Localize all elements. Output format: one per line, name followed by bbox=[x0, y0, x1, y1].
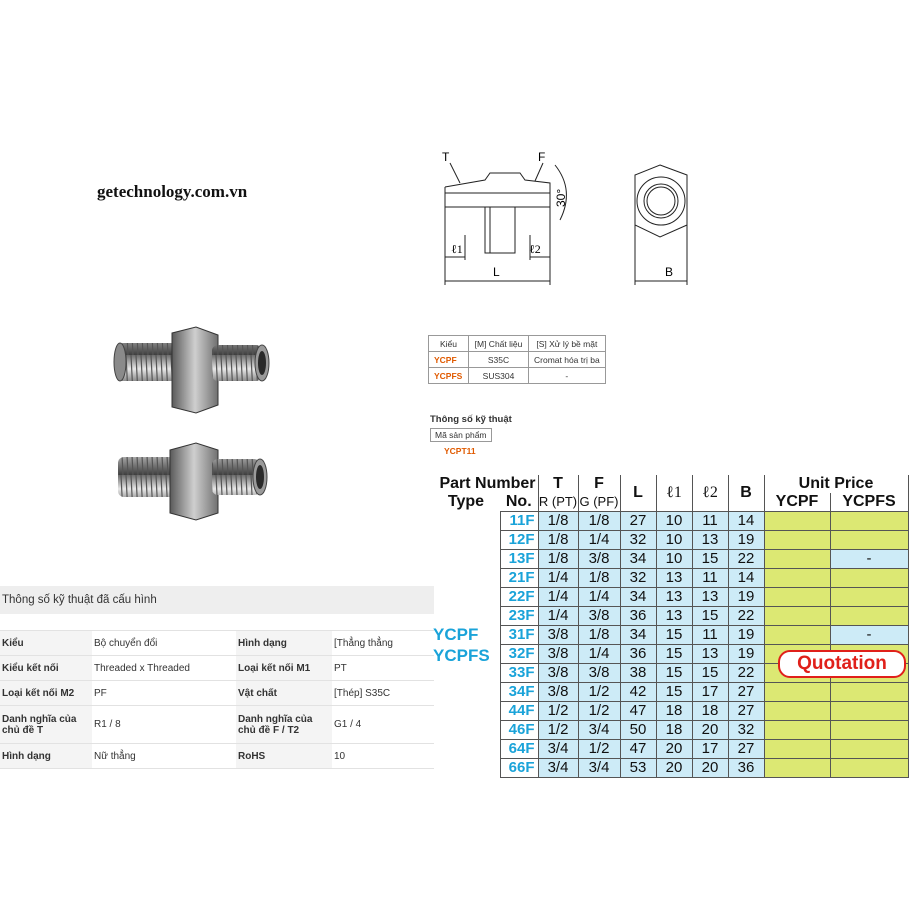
material-cell: Cromat hóa trị ba bbox=[529, 352, 606, 368]
type-cell bbox=[432, 702, 500, 721]
dimension-cell: 3/8 bbox=[538, 645, 578, 664]
config-value: [Thép] S35C bbox=[332, 681, 434, 706]
dimension-cell: 13 bbox=[692, 588, 728, 607]
type-cell bbox=[432, 740, 500, 759]
dimension-cell: 19 bbox=[728, 626, 764, 645]
price-ycpfs-cell: - bbox=[830, 550, 908, 569]
dimension-cell: 1/4 bbox=[538, 569, 578, 588]
config-value: PF bbox=[92, 681, 236, 706]
material-cell: SUS304 bbox=[469, 368, 529, 384]
dimension-cell: 11 bbox=[692, 512, 728, 531]
product-photo bbox=[100, 315, 290, 535]
table-row bbox=[432, 759, 908, 778]
dimension-cell: 22 bbox=[728, 664, 764, 683]
dimension-cell: 36 bbox=[620, 607, 656, 626]
drawing-label-b: B bbox=[665, 265, 674, 279]
material-cell: YCPF bbox=[429, 352, 469, 368]
header-l2: ℓ2 bbox=[692, 475, 728, 512]
material-cell: YCPFS bbox=[429, 368, 469, 384]
type-label-ycpfs: YCPFS bbox=[433, 646, 490, 665]
header-l1: ℓ1 bbox=[656, 475, 692, 512]
dimension-cell: 1/8 bbox=[578, 512, 620, 531]
dimension-cell: 38 bbox=[620, 664, 656, 683]
dimension-cell: 34 bbox=[620, 588, 656, 607]
type-cell bbox=[432, 759, 500, 778]
dimension-cell: 3/8 bbox=[578, 550, 620, 569]
dimension-cell: 15 bbox=[656, 683, 692, 702]
part-no-cell: 66F bbox=[500, 759, 538, 778]
part-no-cell: 64F bbox=[500, 740, 538, 759]
dimension-cell: 13 bbox=[692, 531, 728, 550]
dimension-cell: 10 bbox=[656, 550, 692, 569]
dimension-cell: 14 bbox=[728, 512, 764, 531]
type-label-ycpf: YCPF bbox=[433, 625, 479, 644]
type-cell bbox=[432, 550, 500, 569]
dimension-cell: 50 bbox=[620, 721, 656, 740]
dimension-cell: 15 bbox=[692, 664, 728, 683]
part-no-cell: 34F bbox=[500, 683, 538, 702]
dimension-cell: 19 bbox=[728, 531, 764, 550]
config-key: Hình dạng bbox=[0, 744, 92, 769]
table-row bbox=[432, 607, 908, 626]
table-row bbox=[432, 702, 908, 721]
price-ycpfs-cell bbox=[830, 531, 908, 550]
dimension-cell: 13 bbox=[656, 569, 692, 588]
dimension-cell: 11 bbox=[692, 569, 728, 588]
config-row bbox=[0, 631, 434, 656]
dimension-cell: 27 bbox=[620, 512, 656, 531]
table-row bbox=[432, 683, 908, 702]
header-t-sub: R (PT) bbox=[538, 493, 578, 512]
material-header-surface: [S] Xử lý bề mặt bbox=[529, 336, 606, 352]
dimension-cell: 27 bbox=[728, 740, 764, 759]
table-row bbox=[432, 588, 908, 607]
drawing-label-angle: 30° bbox=[554, 188, 568, 207]
price-ycpf-cell bbox=[764, 569, 830, 588]
price-ycpfs-cell bbox=[830, 569, 908, 588]
part-no-cell: 22F bbox=[500, 588, 538, 607]
table-row bbox=[432, 740, 908, 759]
price-ycpfs-cell bbox=[830, 702, 908, 721]
header-b: B bbox=[728, 475, 764, 512]
dimension-cell: 27 bbox=[728, 683, 764, 702]
config-table bbox=[0, 630, 434, 769]
drawing-label-f: F bbox=[538, 150, 546, 164]
dimension-cell: 27 bbox=[728, 702, 764, 721]
config-value: Threaded x Threaded bbox=[92, 656, 236, 681]
price-ycpfs-cell bbox=[830, 588, 908, 607]
config-row bbox=[0, 656, 434, 681]
material-header-material: [M] Chất liệu bbox=[469, 336, 529, 352]
dimension-cell: 3/4 bbox=[578, 759, 620, 778]
config-key: Loại kết nối M1 bbox=[236, 656, 332, 681]
dimension-cell: 47 bbox=[620, 740, 656, 759]
dimension-cell: 18 bbox=[656, 702, 692, 721]
part-no-cell: 12F bbox=[500, 531, 538, 550]
dimension-cell: 3/8 bbox=[578, 664, 620, 683]
dimension-cell: 10 bbox=[656, 512, 692, 531]
dimension-cell: 1/8 bbox=[578, 626, 620, 645]
dimension-cell: 18 bbox=[656, 721, 692, 740]
config-value: [Thẳng thẳng bbox=[332, 631, 434, 656]
type-cell bbox=[432, 588, 500, 607]
drawing-label-l: L bbox=[493, 265, 500, 279]
dimension-cell: 17 bbox=[692, 683, 728, 702]
dimension-cell: 3/8 bbox=[538, 683, 578, 702]
type-cell bbox=[432, 607, 500, 626]
price-table bbox=[432, 475, 909, 778]
dimension-cell: 1/8 bbox=[538, 550, 578, 569]
technical-drawing bbox=[425, 145, 725, 295]
part-no-cell: 44F bbox=[500, 702, 538, 721]
dimension-cell: 1/4 bbox=[578, 645, 620, 664]
config-title: Thông số kỹ thuật đã cấu hình bbox=[0, 586, 434, 614]
dimension-cell: 32 bbox=[620, 531, 656, 550]
price-ycpf-cell bbox=[764, 759, 830, 778]
dimension-cell: 34 bbox=[620, 550, 656, 569]
price-ycpfs-cell bbox=[830, 759, 908, 778]
type-cell bbox=[432, 721, 500, 740]
dimension-cell: 15 bbox=[656, 664, 692, 683]
dimension-cell: 19 bbox=[728, 588, 764, 607]
drawing-label-t: T bbox=[442, 150, 450, 164]
price-ycpf-cell bbox=[764, 626, 830, 645]
dimension-cell: 42 bbox=[620, 683, 656, 702]
config-row bbox=[0, 681, 434, 706]
material-header-type: Kiểu bbox=[429, 336, 469, 352]
table-row bbox=[432, 569, 908, 588]
header-no: No. bbox=[500, 493, 538, 512]
dimension-cell: 15 bbox=[692, 607, 728, 626]
dimension-cell: 17 bbox=[692, 740, 728, 759]
dimension-cell: 1/8 bbox=[538, 531, 578, 550]
header-ycpf: YCPF bbox=[764, 493, 830, 512]
table-row bbox=[432, 512, 908, 531]
dimension-cell: 3/4 bbox=[538, 759, 578, 778]
header-unit-price: Unit Price bbox=[764, 475, 908, 493]
dimension-cell: 32 bbox=[728, 721, 764, 740]
dimension-cell: 11 bbox=[692, 626, 728, 645]
config-key: Vật chất bbox=[236, 681, 332, 706]
dimension-cell: 15 bbox=[656, 626, 692, 645]
dimension-cell: 1/4 bbox=[578, 531, 620, 550]
dimension-cell: 13 bbox=[656, 607, 692, 626]
part-no-cell: 11F bbox=[500, 512, 538, 531]
config-value: Nữ thẳng bbox=[92, 744, 236, 769]
config-key: Danh nghĩa của chủ đề T bbox=[0, 706, 92, 744]
config-key: Kiểu kết nối bbox=[0, 656, 92, 681]
config-key: Hình dạng bbox=[236, 631, 332, 656]
dimension-cell: 22 bbox=[728, 607, 764, 626]
dimension-cell: 36 bbox=[620, 645, 656, 664]
dimension-cell: 36 bbox=[728, 759, 764, 778]
dimension-cell: 18 bbox=[692, 702, 728, 721]
dimension-cell: 19 bbox=[728, 645, 764, 664]
dimension-cell: 1/2 bbox=[578, 740, 620, 759]
dimension-cell: 20 bbox=[656, 740, 692, 759]
product-code-value: YCPT11 bbox=[444, 446, 476, 456]
part-no-cell: 46F bbox=[500, 721, 538, 740]
part-no-cell: 32F bbox=[500, 645, 538, 664]
dimension-cell: 15 bbox=[656, 645, 692, 664]
config-row bbox=[0, 706, 434, 744]
price-ycpf-cell bbox=[764, 512, 830, 531]
price-ycpf-cell bbox=[764, 588, 830, 607]
type-cell bbox=[432, 664, 500, 683]
part-no-cell: 21F bbox=[500, 569, 538, 588]
drawing-label-l2: ℓ2 bbox=[529, 242, 541, 256]
dimension-cell: 3/4 bbox=[578, 721, 620, 740]
header-part-number: Part Number bbox=[432, 475, 538, 493]
config-value: R1 / 8 bbox=[92, 706, 236, 744]
dimension-cell: 3/8 bbox=[538, 626, 578, 645]
config-row bbox=[0, 744, 434, 769]
dimension-cell: 34 bbox=[620, 626, 656, 645]
type-cell bbox=[432, 683, 500, 702]
config-value: 10 bbox=[332, 744, 434, 769]
dimension-cell: 32 bbox=[620, 569, 656, 588]
part-no-cell: 13F bbox=[500, 550, 538, 569]
dimension-cell: 20 bbox=[656, 759, 692, 778]
price-ycpfs-cell bbox=[830, 721, 908, 740]
dimension-cell: 15 bbox=[692, 550, 728, 569]
part-no-cell: 31F bbox=[500, 626, 538, 645]
dimension-cell: 14 bbox=[728, 569, 764, 588]
spec-title: Thông số kỹ thuật bbox=[430, 414, 512, 425]
dimension-cell: 1/8 bbox=[538, 512, 578, 531]
material-cell: S35C bbox=[469, 352, 529, 368]
type-cell bbox=[432, 512, 500, 531]
dimension-cell: 1/4 bbox=[578, 588, 620, 607]
dimension-cell: 10 bbox=[656, 531, 692, 550]
dimension-cell: 3/4 bbox=[538, 740, 578, 759]
fitting-top bbox=[114, 327, 269, 413]
dimension-cell: 1/2 bbox=[538, 702, 578, 721]
dimension-cell: 1/4 bbox=[538, 607, 578, 626]
dimension-cell: 53 bbox=[620, 759, 656, 778]
price-ycpf-cell bbox=[764, 702, 830, 721]
price-ycpfs-cell bbox=[830, 607, 908, 626]
dimension-cell: 3/8 bbox=[538, 664, 578, 683]
dimension-cell: 1/2 bbox=[578, 683, 620, 702]
price-ycpfs-cell bbox=[830, 512, 908, 531]
config-value: Bộ chuyển đổi bbox=[92, 631, 236, 656]
header-type: Type bbox=[432, 493, 500, 512]
header-t: T bbox=[538, 475, 578, 493]
dimension-cell: 20 bbox=[692, 759, 728, 778]
type-cell bbox=[432, 531, 500, 550]
price-ycpf-cell bbox=[764, 683, 830, 702]
price-ycpf-cell bbox=[764, 531, 830, 550]
type-cell bbox=[432, 569, 500, 588]
config-value: G1 / 4 bbox=[332, 706, 434, 744]
table-row bbox=[432, 531, 908, 550]
site-watermark: getechnology.com.vn bbox=[97, 182, 248, 201]
price-ycpf-cell bbox=[764, 740, 830, 759]
config-value: PT bbox=[332, 656, 434, 681]
dimension-cell: 22 bbox=[728, 550, 764, 569]
config-key: Kiểu bbox=[0, 631, 92, 656]
dimension-cell: 3/8 bbox=[578, 607, 620, 626]
dimension-cell: 1/8 bbox=[578, 569, 620, 588]
price-ycpfs-cell: - bbox=[830, 626, 908, 645]
part-no-cell: 33F bbox=[500, 664, 538, 683]
header-l: L bbox=[620, 475, 656, 512]
price-ycpf-cell bbox=[764, 550, 830, 569]
price-ycpfs-cell bbox=[830, 740, 908, 759]
dimension-cell: 1/4 bbox=[538, 588, 578, 607]
fitting-bottom bbox=[118, 443, 267, 520]
material-table bbox=[428, 335, 606, 384]
config-key: Loại kết nối M2 bbox=[0, 681, 92, 706]
dimension-cell: 13 bbox=[656, 588, 692, 607]
price-ycpfs-cell bbox=[830, 683, 908, 702]
dimension-cell: 20 bbox=[692, 721, 728, 740]
price-ycpf-cell bbox=[764, 721, 830, 740]
header-f: F bbox=[578, 475, 620, 493]
type-label bbox=[433, 624, 490, 666]
header-f-sub: G (PF) bbox=[578, 493, 620, 512]
dimension-cell: 1/2 bbox=[578, 702, 620, 721]
config-key: RoHS bbox=[236, 744, 332, 769]
header-ycpfs: YCPFS bbox=[830, 493, 908, 512]
price-ycpf-cell bbox=[764, 607, 830, 626]
part-no-cell: 23F bbox=[500, 607, 538, 626]
dimension-cell: 47 bbox=[620, 702, 656, 721]
config-key: Danh nghĩa của chủ đề F / T2 bbox=[236, 706, 332, 744]
dimension-cell: 1/2 bbox=[538, 721, 578, 740]
product-code-label: Mã sản phẩm bbox=[430, 428, 492, 442]
material-cell: - bbox=[529, 368, 606, 384]
quotation-button[interactable]: Quotation bbox=[778, 650, 906, 678]
table-row bbox=[432, 721, 908, 740]
table-row bbox=[432, 626, 908, 645]
table-row bbox=[432, 550, 908, 569]
dimension-cell: 13 bbox=[692, 645, 728, 664]
drawing-label-l1: ℓ1 bbox=[451, 242, 463, 256]
